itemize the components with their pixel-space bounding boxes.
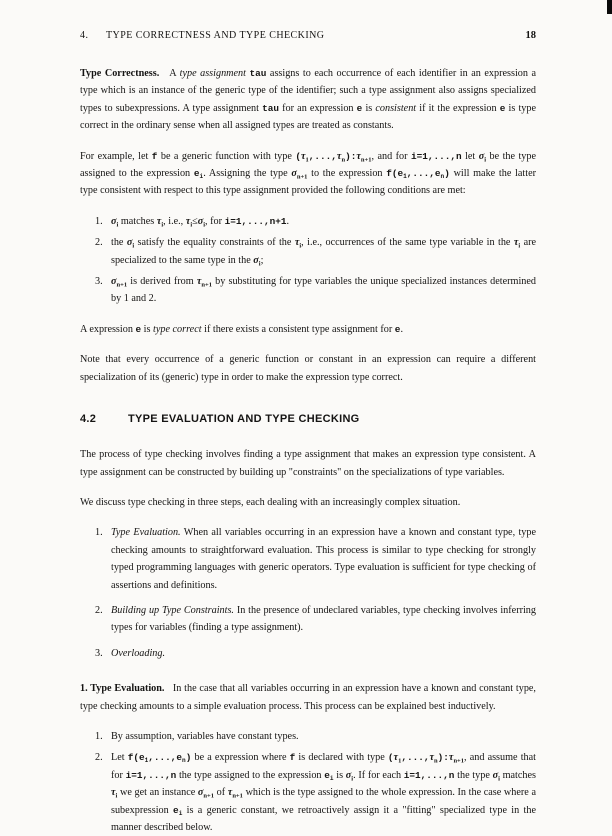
text-run: consistent [375, 102, 417, 114]
code-run: e [193, 168, 200, 180]
math-symbol: τ [196, 276, 202, 288]
code-run: ): [437, 752, 449, 764]
math-symbol: σ [197, 787, 204, 799]
header-title: TYPE CORRECTNESS AND TYPE CHECKING [106, 30, 325, 41]
list-item [95, 645, 536, 662]
list-marker: 3. [95, 276, 103, 288]
paragraph: Type Correctness. A type assignment tau assigns to each occurrence of each identifier in an expression a type which is an instance of the generic type of the identifier; such a type assignment also assigns specialized types to subexpressions. A type assignment tau for an expression e is consistent if it the expression e is type correct in the ordinary sense when all assigned types are treated as constants. [80, 68, 537, 132]
text-run: n+1 [116, 281, 128, 289]
math-symbol: τ [300, 150, 306, 162]
list-marker: 3. [95, 647, 103, 659]
text-run: n+1 [201, 281, 212, 289]
text-run: Building up Type Constraints. [111, 604, 234, 616]
list-item-text: Type Evaluation. When all variables occurring in an expression have a known and constant type, type checking amounts to straightforward evaluation. This process is similar to type checking for strongly typed programming languages with generic operators. Type evaluation is sufficient for type checking of assertions and definitions. [111, 527, 536, 591]
list-marker: 1. [95, 730, 103, 742]
code-run: ) [185, 752, 192, 764]
code-run: i=1,...,n+1 [224, 215, 287, 227]
math-symbol: τ [513, 237, 519, 249]
list-item-text: the $\sigma_i$ satisfy the equality constraints of the $\tau_i$, i.e., occurrences of the same type variable in the $\tau_i$ are specialized to the same type in the $\sigma_i$; [111, 237, 537, 267]
paragraph: We discuss type checking in three steps, each dealing with an increasingly complex situation. [80, 496, 461, 508]
code-run: e [135, 323, 142, 335]
numbered-list [80, 213, 536, 308]
code-run: 1 [403, 173, 407, 181]
math-symbol: τ [185, 215, 191, 227]
running-header [80, 30, 536, 41]
math-symbol: σ [253, 254, 259, 266]
code-run: i [199, 173, 204, 181]
code-run: e [356, 102, 363, 114]
section-heading [80, 413, 536, 425]
code-run: i=1,...,n [403, 769, 455, 781]
page-number: 18 [525, 30, 536, 41]
math-symbol: σ [478, 150, 485, 162]
paragraph: A expression e is type correct if there exists a consistent type assignment for e. [80, 323, 403, 335]
section-heading-number: 4.2 [80, 413, 97, 426]
text-run: i [299, 242, 302, 250]
code-run: 1 [144, 757, 149, 765]
text-run: i [115, 792, 118, 800]
math-symbol: σ [111, 276, 117, 288]
math-symbol: σ [291, 168, 297, 180]
paragraph: 1. Type Evaluation. In the case that all variables occurring in an expression have a known and constant type, type checking amounts to a simple evaluation process. This process can be explained best inductively. [80, 683, 536, 712]
list-marker: 1. [95, 215, 103, 227]
code-run: ,...,e [406, 168, 441, 180]
math-symbol: σ [492, 769, 499, 781]
list-item [95, 728, 536, 745]
text-run: Type Correctness. [80, 68, 160, 79]
paragraph: Note that every occurrence of a generic function or constant in an expression can require a different specialization of its (generic) type in order to make the expression type correct. [80, 354, 536, 383]
numbered-list [80, 728, 536, 836]
text-run: n [341, 155, 346, 163]
text-run: type assignment [179, 68, 246, 79]
text-run: type correct [153, 323, 202, 335]
list-item-text: $\sigma_{n+1}$ is derived from $\tau_{n+1}$ by substituting for type variables the unique specialized instances determined by 1 and 2. [111, 276, 536, 305]
list-item [95, 213, 536, 230]
list-item [95, 524, 536, 594]
code-run: ): [345, 150, 357, 162]
list-item-text: Let $f(e_1,...,e_n)$ be a expression where f is declared with type $(\tau_1,...,\tau_n):\tau_{n+1}$, and assume that for i=1,...,n the type assigned to the expression $e_i$ is $\sigma_i$. If for each i=1,...,n the type $\sigma_i$ matches $\tau_i$ we get an instance $\sigma_{n+1}$ of $\tau_{n+1}$ which is the type assigned to the whole expression. In the case where a subexpression $e_i$ is a generic constant, we retroactively assign it a "fitting" specialized type in the manner described below. [111, 752, 536, 833]
text-run: Overloading. [111, 647, 166, 659]
code-run: f(e [127, 752, 145, 764]
text-run: i [518, 242, 521, 250]
text-run: n+1 [360, 155, 372, 163]
code-run: ,...,e [148, 752, 183, 764]
text-run: i [484, 155, 487, 163]
list-item-text: By assumption, variables have constant types. [111, 730, 299, 742]
text-run: n+1 [232, 792, 243, 800]
code-run: i [329, 774, 334, 782]
document-body [80, 65, 536, 836]
code-run: tau [262, 102, 280, 114]
paragraph: For example, let f be a generic function with type $(\tau_1,...,\tau_n):\tau_{n+1}$, and for i=1,...,n let $\sigma_i$ be the type assigned to the expression $e_i$. Assigning the type $\sigma_{n+1}$ to the expression $f(e_1,...,e_n)$ will make the latter type consistent with respect to this type assignment provided the following conditions are met: [80, 150, 537, 197]
text-run: i [161, 221, 164, 229]
code-run: i=1,...,n [125, 769, 177, 781]
text-run: n+1 [453, 757, 465, 765]
math-symbol: τ [336, 150, 342, 162]
list-item-text [111, 645, 536, 662]
code-run: e [394, 323, 401, 335]
code-run: ,..., [401, 752, 430, 764]
code-run: n [440, 173, 445, 181]
math-symbol: σ [111, 215, 117, 227]
list-item-text: Building up Type Constraints. In the presence of undeclared variables, type checking involves inferring types for variables (finding a type assignment). [111, 604, 536, 634]
math-symbol: τ [356, 150, 361, 162]
list-item [95, 602, 536, 637]
text-run: Type Evaluation. [111, 527, 181, 539]
text-run: 1. Type Evaluation. [80, 683, 165, 695]
list-item [95, 749, 536, 836]
header-section-number: 4. [80, 30, 89, 41]
text-run: 1 [305, 155, 309, 163]
text-run: i [116, 221, 119, 229]
code-run: f(e [386, 168, 404, 180]
section-heading-title: TYPE EVALUATION AND TYPE CHECKING [128, 413, 360, 426]
math-symbol: τ [227, 787, 233, 799]
math-symbol: τ [448, 752, 454, 764]
list-marker: 2. [95, 752, 103, 764]
text-run: n+1 [296, 173, 308, 181]
text-run: n [434, 757, 438, 765]
numbered-list [80, 524, 536, 662]
text-run: i [258, 259, 261, 267]
code-run: e [173, 804, 179, 816]
text-run: n+1 [203, 792, 214, 800]
code-run: ( [295, 150, 301, 162]
math-symbol: σ [345, 769, 352, 781]
code-run: f [289, 752, 296, 764]
list-item [95, 234, 536, 269]
code-run: ) [444, 168, 450, 180]
code-run: e [499, 102, 506, 114]
code-run: e [324, 769, 330, 781]
text-run: i [351, 775, 354, 783]
math-symbol: τ [393, 752, 399, 764]
math-symbol: τ [294, 237, 300, 249]
code-run: i [178, 809, 183, 817]
math-symbol: τ [156, 215, 162, 227]
list-item [95, 273, 536, 308]
paragraph: The process of type checking involves finding a type assignment that makes an expression type consistent. A type assignment can be constructed by building up "constraints" on the specializations of type variables. [80, 449, 536, 478]
code-run: ( [387, 752, 394, 764]
text-run: 1 [398, 757, 402, 765]
math-symbol: τ [429, 752, 435, 764]
text-run: i [132, 242, 135, 250]
code-run: ,..., [308, 150, 337, 162]
list-item-text: $\sigma_i$ matches $\tau_i$, i.e., $\tau_i\le\sigma_i$, for i=1,...,n+1. [111, 215, 289, 229]
scan-artifact-mark [607, 0, 612, 14]
text-run: i [190, 221, 193, 229]
code-run: f [151, 150, 158, 162]
list-marker: 2. [95, 237, 103, 249]
math-symbol: σ [126, 237, 133, 249]
list-marker: 2. [95, 604, 103, 616]
code-run: n [182, 757, 186, 765]
code-run: tau [249, 68, 267, 79]
text-run: i [498, 775, 500, 783]
math-symbol: τ [111, 787, 116, 799]
list-marker: 1. [95, 527, 103, 539]
code-run: i=1,...,n [410, 150, 462, 162]
text-run: i [203, 221, 206, 229]
math-symbol: σ [197, 215, 204, 227]
